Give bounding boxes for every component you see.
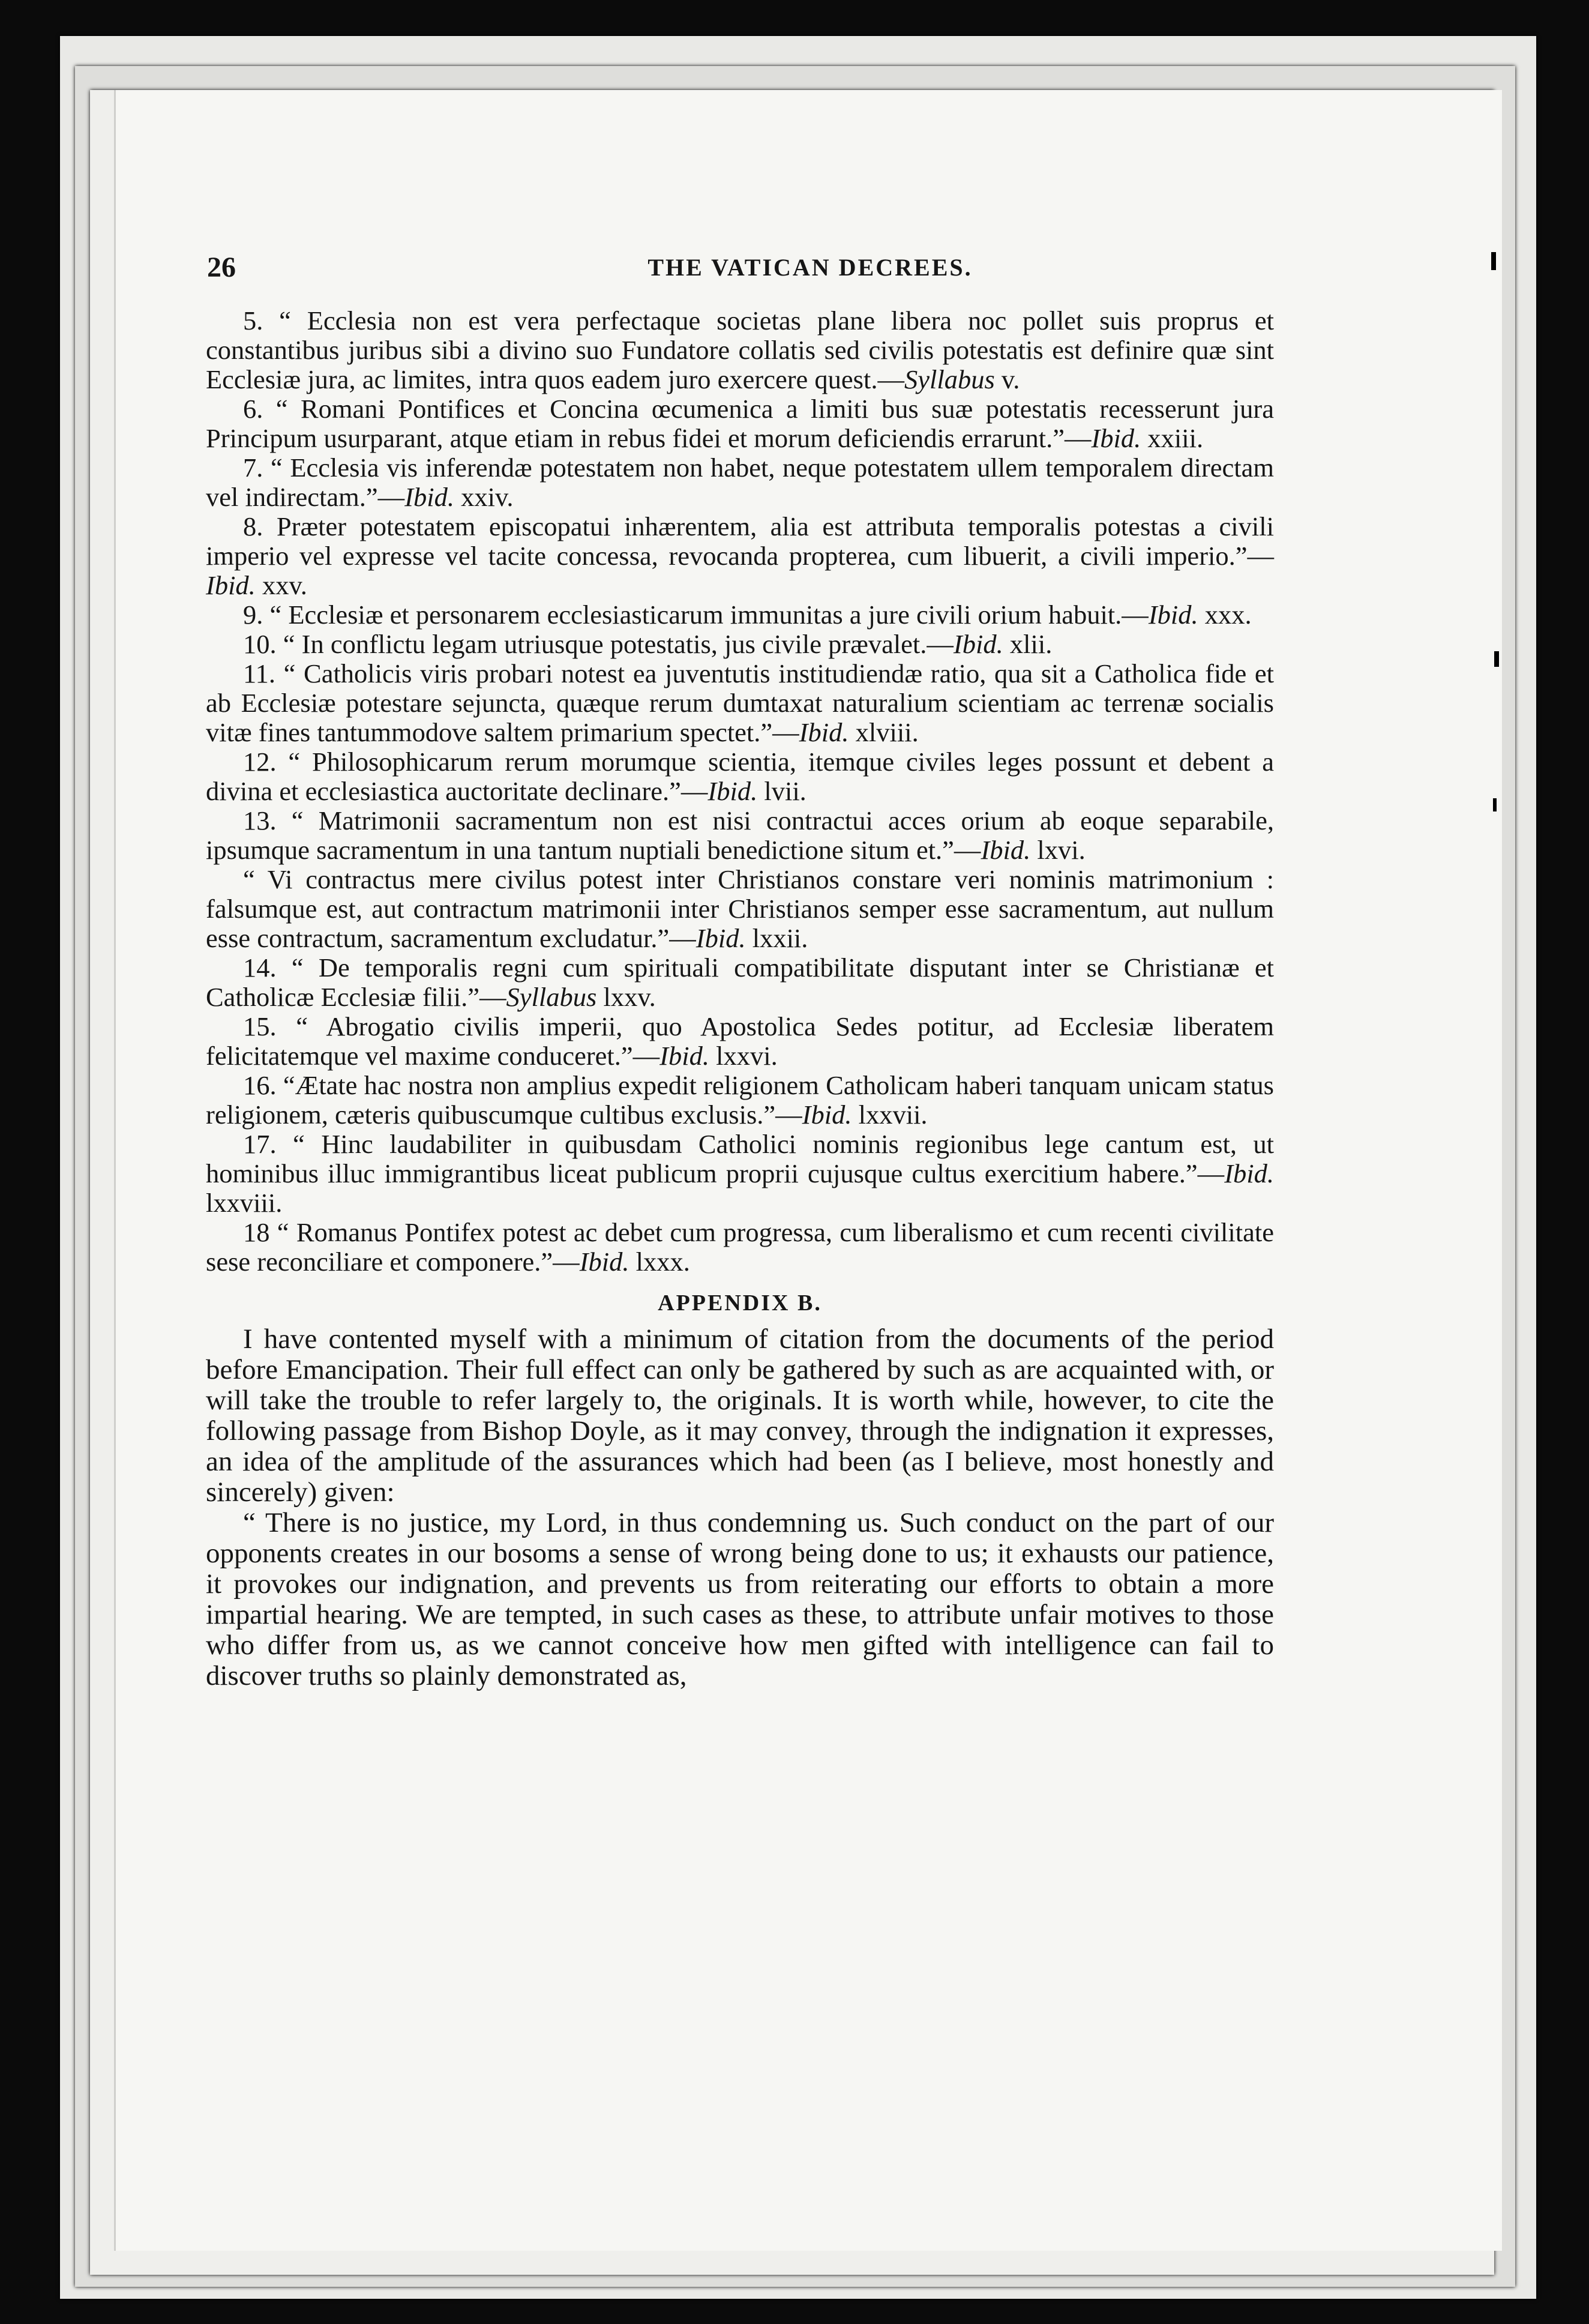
citation-reference: lxxvii. [852, 1100, 928, 1130]
citation-source: Ibid. [206, 570, 256, 600]
proposition-number: 7. [243, 453, 263, 483]
citation-source: Ibid. [404, 482, 454, 512]
citation-source: Ibid. [1224, 1158, 1274, 1188]
page-number: 26 [207, 251, 236, 283]
citation-source: Ibid. [659, 1041, 709, 1071]
proposition-text: “ Ecclesiæ et personarem ecclesiasticarum immunitas a jure civili orium habuit.— [269, 600, 1149, 630]
book-page [114, 90, 1502, 2251]
proposition-6 [206, 630, 1274, 659]
proposition-number: 10. [243, 629, 277, 659]
appendix-heading: APPENDIX B. [658, 1290, 822, 1316]
scan-speck [1493, 798, 1497, 811]
proposition-14 [206, 1130, 1274, 1218]
proposition-1 [206, 306, 1274, 394]
proposition-12 [206, 1012, 1274, 1071]
citation-reference: lxxvi. [709, 1041, 778, 1071]
citation-reference: xlviii. [849, 717, 919, 747]
proposition-number: 6. [243, 394, 263, 424]
proposition-number: 16. [243, 1070, 277, 1100]
proposition-number: 11. [243, 658, 275, 688]
citation-reference: xxv. [255, 570, 307, 600]
proposition-9 [206, 806, 1274, 865]
scan-speck [1491, 252, 1496, 270]
citation-reference: v. [994, 364, 1020, 394]
proposition-13 [206, 1071, 1274, 1130]
proposition-number: 18 [243, 1217, 270, 1247]
appendix-paragraph: I have contented myself with a minimum of citation from the documents of the period before Emancipation. Their full effect can only be gathered by such as are acquainted with, or will take the trouble to refer largely to, the originals. It is worth while, however, to cite the following passage from Bishop Doyle, as it may convey, through the indignation it expresses, an idea of the amplitude of the assurances which had been (as I believe, most honestly and sincerely) given: [206, 1323, 1274, 1508]
proposition-number: 13. [243, 805, 277, 835]
proposition-text: “ Hinc laudabiliter in quibusdam Catholici nominis regionibus lege cantum est, ut hominibus illuc immigrantibus liceat publicum proprii cujusque cultus exercitium habere.”— [206, 1129, 1275, 1188]
proposition-7 [206, 659, 1274, 747]
proposition-text: “ Romanus Pontifex potest ac debet cum progressa, cum liberalismo et cum recenti civilitate sese reconciliare et componere.”— [206, 1217, 1274, 1277]
running-title: THE VATICAN DECREES. [647, 254, 973, 281]
scan-speck [1494, 651, 1499, 667]
proposition-text: “ Vi contractus mere civilus potest inter Christianos constare veri nominis matrimonium : falsumque est, aut contractum matrimonii inter Christianos semper esse sacramentum, aut nullum esse contractum, sacramentum excludatur.”— [206, 864, 1274, 953]
citation-source: Ibid. [981, 835, 1031, 865]
proposition-text: Præter potestatem episcopatui inhærentem, alia est attributa temporalis potestas a civili imperio vel expresse vel tacite concessa, revocanda propterea, cum libuerit, a civili imperio.”— [206, 511, 1274, 571]
citation-reference: xxiii. [1141, 423, 1204, 453]
proposition-text: “ Romani Pontifices et Concina œcumenica a limiti bus suæ potestatis recesserunt jura Principum usurparant, atque etiam in rebus fidei et morum deficiendis errarunt.”— [206, 394, 1274, 453]
proposition-11 [206, 953, 1274, 1012]
proposition-text: “ Catholicis viris probari notest ea juventutis institudiendæ ratio, qua sit a Catholica fide et ab Ecclesiæ potestare sejuncta, quæque rerum dumtaxat naturalium scientiam ac terrenæ socialis vitæ fines tantummodove saltem primarium spectet.”— [206, 658, 1274, 747]
citation-source: Ibid. [1148, 600, 1198, 630]
proposition-text: “ Philosophicarum rerum morumque scientia, itemque civiles leges possunt et debent a divina et ecclesiastica auctoritate declinare.”— [206, 747, 1274, 806]
citation-source: Ibid. [1091, 423, 1141, 453]
appendix-quote: “ There is no justice, my Lord, in thus condemning us. Such conduct on the part of our opponents creates in our bosoms a sense of wrong being done to us; it exhausts our patience, it provokes our indignation, and prevents us from reiterating our efforts to obtain a more impartial hearing. We are tempted, in such cases as these, to attribute unfair motives to those who differ from us, as we cannot conceive how men gifted with intelligence can fail to discover truths so plainly demonstrated as, [206, 1507, 1274, 1691]
proposition-8 [206, 747, 1274, 806]
proposition-2 [206, 394, 1274, 453]
citation-reference: lxxx. [629, 1247, 690, 1277]
proposition-number: 8. [243, 511, 263, 541]
proposition-text: “ Ecclesia non est vera perfectaque societas plane libera noc pollet suis proprus et constantibus juribus sibi a divino suo Fundatore collatis sed civilis potestatis est definire quæ sint Ecclesiæ jura, ac limites, intra quos eadem juro exercere quest.— [206, 306, 1274, 394]
citation-reference: xxiv. [454, 482, 514, 512]
citation-source: Ibid. [707, 776, 758, 806]
proposition-number: 12. [243, 747, 277, 777]
proposition-text: “ In conflictu legam utriusque potestatis, jus civile prævalet.— [283, 629, 954, 659]
citation-source: Ibid. [799, 717, 849, 747]
proposition-number: 9. [243, 600, 263, 630]
proposition-text: “ Matrimonii sacramentum non est nisi contractui acces orium ab eoque separabile, ipsumque sacramentum in una tantum nuptiali benedictione situm et.”— [206, 805, 1275, 865]
citation-reference: xxx. [1198, 600, 1252, 630]
proposition-number: 5. [243, 306, 263, 336]
citation-source: Ibid. [953, 629, 1003, 659]
citation-reference: lxxviii. [206, 1188, 283, 1218]
proposition-number: 14. [243, 953, 277, 983]
propositions-list [206, 306, 1274, 1277]
citation-source: Syllabus [904, 364, 995, 394]
proposition-number: 17. [243, 1129, 277, 1159]
proposition-10 [206, 865, 1274, 953]
proposition-text: “ Ecclesia vis inferendæ potestatem non habet, neque potestatem ullem temporalem directam vel indirectam.”— [206, 453, 1274, 512]
appendix-b [206, 1289, 1274, 1691]
citation-source: Ibid. [802, 1100, 852, 1130]
citation-source: Ibid. [695, 923, 746, 953]
proposition-number: 15. [243, 1011, 277, 1041]
page-body [206, 306, 1274, 1691]
proposition-3 [206, 453, 1274, 512]
proposition-text: “ De temporalis regni cum spirituali compatibilitate disputant inter se Christianæ et Catholicæ Ecclesiæ filii.”— [206, 953, 1274, 1012]
citation-source: Syllabus [506, 982, 597, 1012]
citation-reference: lxvi. [1030, 835, 1086, 865]
citation-reference: lxxv. [596, 982, 656, 1012]
citation-source: Ibid. [579, 1247, 629, 1277]
proposition-5 [206, 600, 1274, 630]
citation-reference: xlii. [1003, 629, 1053, 659]
proposition-text: “ Abrogatio civilis imperii, quo Apostolica Sedes potitur, ad Ecclesiæ liberatem felicitatemque vel maxime conduceret.”— [206, 1011, 1274, 1071]
proposition-text: “Ætate hac nostra non amplius expedit religionem Catholicam haberi tanquam unicam status religionem, cæteris quibuscumque cultibus exclusis.”— [206, 1070, 1274, 1130]
citation-reference: lvii. [757, 776, 807, 806]
citation-reference: lxxii. [745, 923, 808, 953]
proposition-4 [206, 512, 1274, 600]
proposition-15 [206, 1218, 1274, 1277]
page-header [207, 251, 1413, 287]
